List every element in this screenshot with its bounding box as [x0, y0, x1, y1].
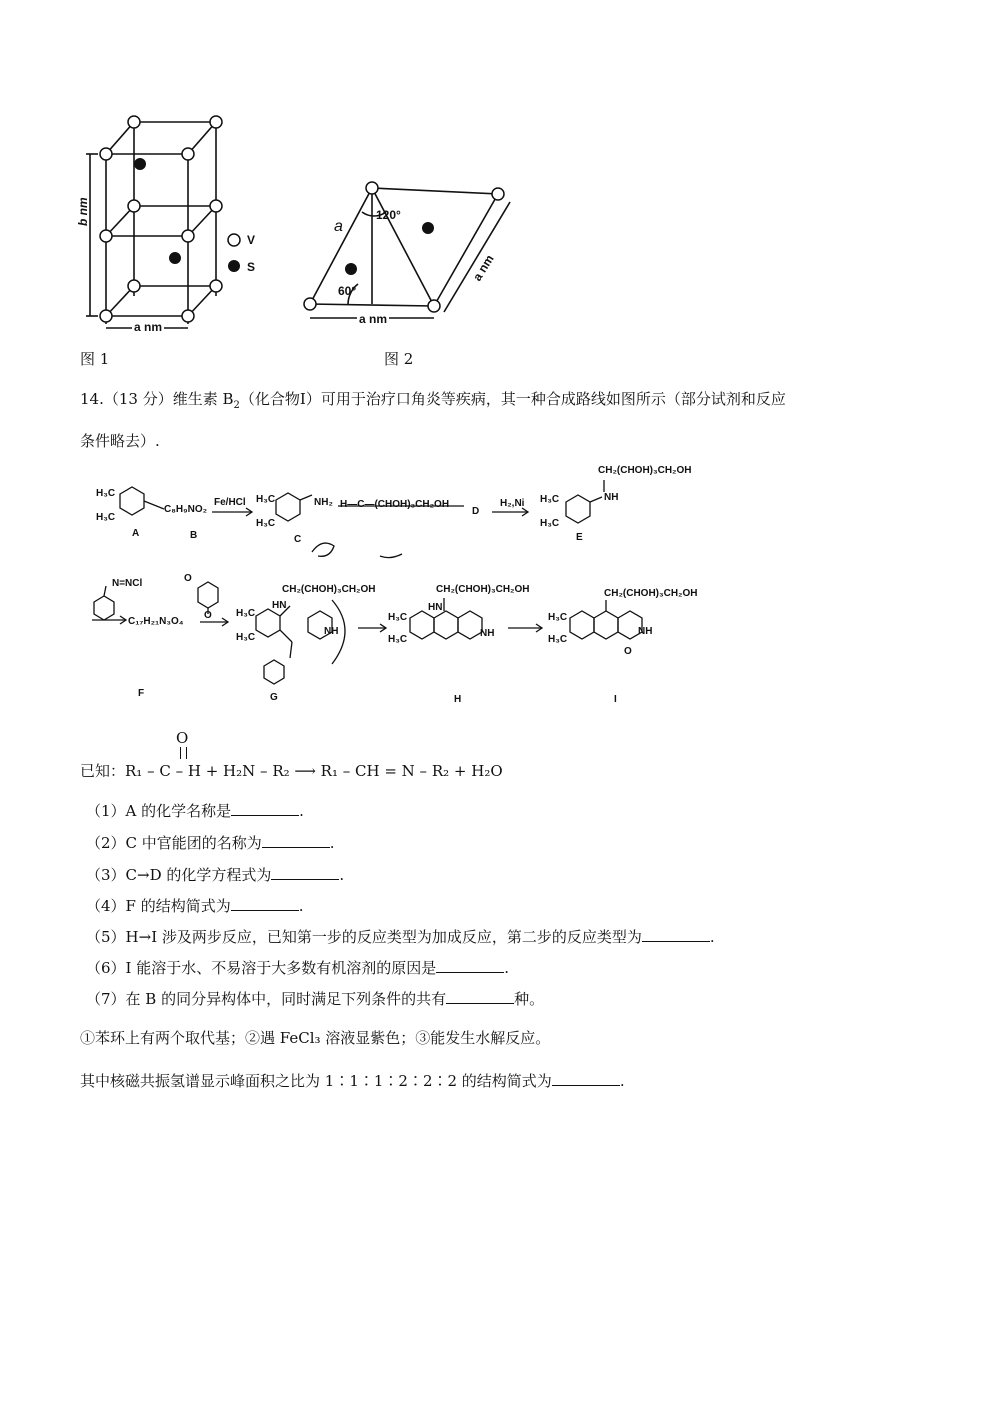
subquestion-6 [86, 958, 509, 977]
subquestion-end: . [709, 928, 715, 946]
fig1-legend-v-label: V [247, 233, 256, 247]
answer-blank[interactable] [642, 927, 710, 942]
A-methyl-1: H₃C [96, 488, 116, 499]
F-formula: C₁₇H₂₁N₃O₄ [128, 616, 184, 627]
fig1-caption: 图 1 [80, 350, 110, 368]
H-hn: HN [428, 602, 443, 613]
G-methyl-2: H₃C [236, 632, 256, 643]
E-nh: NH [604, 492, 619, 503]
answer-blank[interactable] [231, 896, 299, 911]
B-formula: C₈H₉NO₂ [164, 504, 208, 515]
figure-2-rhombus [298, 178, 528, 328]
fig2-caption: 图 2 [384, 350, 414, 368]
H-methyl-1: H₃C [388, 612, 408, 623]
subquestion-text: （3）C→D 的化学方程式为 [86, 866, 272, 884]
answer-blank[interactable] [436, 958, 504, 973]
fig1-legend-s-label: S [247, 260, 256, 274]
G-hn: HN [272, 600, 287, 611]
barbituric-o-top: O [184, 573, 192, 584]
final-question-text: 其中核磁共振氢谱显示峰面积之比为 1∶1∶1∶2∶2∶2 的结构简式为 [80, 1072, 552, 1090]
C-amine-group: NH₂ [314, 497, 333, 508]
H-methyl-2: H₃C [388, 634, 408, 645]
fig2-bottom-label: a nm [359, 312, 388, 326]
A-methyl-2: H₃C [96, 512, 116, 523]
subquestion-text: （2）C 中官能团的名称为 [86, 834, 262, 852]
fig1-width-label: a nm [134, 320, 163, 334]
A-label: A [132, 528, 140, 539]
reactant-aldehyde: H—C—(CHOH)₃CH₂OH [340, 499, 450, 510]
G-methyl-1: H₃C [236, 608, 256, 619]
subquestion-2 [86, 833, 335, 852]
G-label: G [270, 692, 278, 703]
subquestion-end: . [299, 802, 304, 820]
fig1-legend-open-circle-icon [226, 232, 242, 248]
question-number: 14. [80, 390, 104, 408]
known-carbonyl-bond [180, 747, 187, 759]
known-carbonyl-o: O [176, 729, 189, 747]
question-intro-line2: 条件略去）. [80, 432, 160, 450]
question-points: （13 分） [103, 390, 173, 408]
I-o: O [624, 646, 632, 657]
H-label: H [454, 694, 462, 705]
subquestion-text: （6）I 能溶于水、不易溶于大多数有机溶剂的原因是 [86, 959, 437, 977]
answer-blank[interactable] [552, 1071, 620, 1086]
B-label: B [190, 530, 198, 541]
C-methyl-1: H₃C [256, 494, 276, 505]
subquestion-end: . [298, 897, 304, 915]
subquestion-end: . [329, 834, 335, 852]
subquestion-text: （5）H→I 涉及两步反应，已知第一步的反应类型为加成反应，第二步的反应类型为 [86, 928, 642, 946]
E-methyl-1: H₃C [540, 494, 560, 505]
isomer-conditions: ①苯环上有两个取代基；②遇 FeCl₃ 溶液显紫色；③能发生水解反应。 [80, 1029, 551, 1047]
G-side-chain: CH₂(CHOH)₃CH₂OH [282, 584, 376, 595]
H-nh: NH [480, 628, 495, 639]
subquestion-end: 种。 [514, 990, 545, 1008]
E-side-chain: CH₂(CHOH)₃CH₂OH [598, 465, 692, 476]
subquestion-text: （4）F 的结构简式为 [86, 897, 231, 915]
reagent-diazonium: N=NCl [112, 578, 143, 589]
question-intro [80, 390, 786, 412]
known-prefix: 已知： [80, 762, 126, 780]
fig1-height-label: b nm [76, 197, 90, 226]
subquestion-5 [86, 927, 715, 946]
I-side-chain: CH₂(CHOH)₃CH₂OH [604, 588, 698, 599]
fig1-legend-filled-circle-icon [226, 258, 242, 274]
fig2-angle-bottom: 60° [338, 284, 357, 298]
barbituric-o-bottom: O [204, 610, 212, 621]
D-label: D [472, 506, 480, 517]
I-methyl-2: H₃C [548, 634, 568, 645]
subquestion-3 [86, 865, 344, 884]
scheme-row1-structures [80, 460, 740, 580]
I-methyl-1: H₃C [548, 612, 568, 623]
fig2-corner-mark: a [334, 218, 343, 235]
answer-blank[interactable] [231, 801, 299, 816]
subquestion-end: . [504, 959, 510, 977]
figure-1-unit-cell [78, 110, 278, 340]
C-methyl-2: H₃C [256, 518, 276, 529]
question-intro-part2: （化合物Ⅰ）可用于治疗口角炎等疾病，其一种合成路线如图所示（部分试剂和反应 [239, 390, 786, 408]
G-nh: NH [324, 626, 339, 637]
final-question-end: . [619, 1072, 625, 1090]
I-label: I [614, 694, 617, 705]
final-question [80, 1071, 625, 1090]
fig2-angle-top: 120° [376, 208, 401, 222]
subquestion-4 [86, 896, 304, 915]
reagent-fe-hcl: Fe/HCl [214, 497, 246, 508]
subquestion-text: （7）在 B 的同分异构体中，同时满足下列条件的共有 [86, 990, 447, 1008]
subquestion-end: . [339, 866, 345, 884]
subquestion-text: （1）A 的化学名称是 [86, 802, 232, 820]
reagent-h2-ni: H₂,Ni [500, 498, 525, 509]
subquestion-1 [86, 801, 304, 820]
E-label: E [576, 532, 583, 543]
known-equation: R₁ – C – H + H₂N – R₂ ⟶ R₁ – CH = N – R₂ + H₂O [125, 762, 503, 780]
I-nh: NH [638, 626, 653, 637]
E-methyl-2: H₃C [540, 518, 560, 529]
subquestion-7 [86, 989, 544, 1008]
H-side-chain: CH₂(CHOH)₃CH₂OH [436, 584, 530, 595]
question-intro-part1: 维生素 B [172, 390, 234, 408]
question-intro-sub: 2 [233, 400, 240, 411]
fig2-side-label: a nm [470, 252, 497, 284]
answer-blank[interactable] [271, 865, 339, 880]
C-label: C [294, 534, 302, 545]
F-label: F [138, 688, 145, 699]
answer-blank[interactable] [262, 833, 330, 848]
answer-blank[interactable] [446, 989, 514, 1004]
known-equation-line [80, 762, 503, 780]
